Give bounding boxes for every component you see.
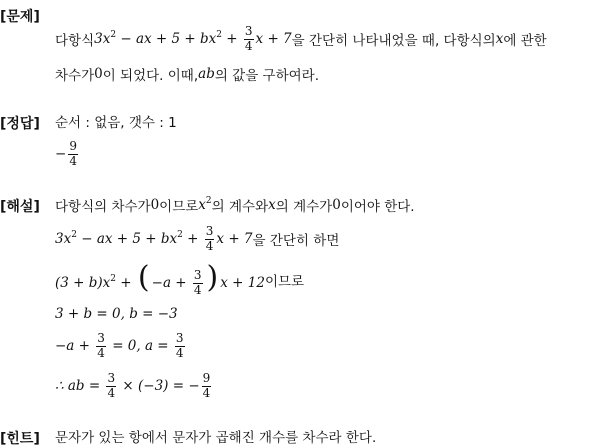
fraction: $\frac{3}{4}$ [175, 330, 184, 360]
fraction: $\frac{9}{4}$ [69, 138, 77, 168]
problem-expression: $3x^2$ − ax + $5 + bx^2$ + $\frac{3}{4}$ x + 7 [94, 23, 292, 53]
solution-step-2: $(3 + b)x^2$ + ( −a + $\frac{3}{4}$ ) x + 12 이므로 [55, 259, 305, 297]
problem-line-1: 다항식 $3x^2$ − ax + $5 + bx^2$ + $\frac{3}{4}$ x + 7 을 간단히 나타내었을 때, 다항식의 x 에 관한 [55, 23, 547, 53]
fraction: $\frac{3}{4}$ [205, 223, 214, 253]
solution-tag: [해설] [0, 199, 40, 215]
hint-text: 문자가 있는 항에서 문자가 곱해진 개수를 차수라 한다. [55, 430, 377, 446]
answer-count-line: 순서 : 없음, 갯수 : 1 [55, 115, 177, 131]
fraction: $\frac{9}{4}$ [202, 370, 211, 400]
fraction: $\frac{3}{4}$ [193, 267, 202, 297]
solution-step-1: $3x^2$ − ax + $5 + bx^2$ + $\frac{3}{4}$ x + 7 을 간단히 하면 [55, 223, 340, 253]
solution-step-4: −a + $\frac{3}{4}$ = 0, a = $\frac{3}{4}$ [55, 330, 184, 360]
solution-step-3: 3 + b = 0, b = −3 [55, 306, 178, 322]
fraction: $\frac{3}{4}$ [107, 370, 116, 400]
problem-line-2: 차수가 0 이 되었다. 이때, ab 의 값을 구하여라. [55, 66, 320, 84]
fraction: $\frac{3}{4}$ [244, 23, 253, 53]
answer-tag: [정답] [0, 116, 40, 132]
problem-tag: [문제] [0, 9, 40, 25]
answer-value: − $\frac{9}{4}$ [55, 138, 77, 168]
solution-step-5: ∴ ab = $\frac{3}{4}$ × (−3) = − $\frac{9}{4}$ [55, 370, 211, 400]
problem-text: 다항식 [55, 33, 95, 49]
fraction: $\frac{3}{4}$ [97, 330, 105, 360]
solution-intro: 다항식의 차수가 0 이므로 $x^2$ 의 계수와 x 의 계수가 0 이어야 한다. [55, 196, 415, 215]
hint-tag: [힌트] [0, 431, 40, 447]
